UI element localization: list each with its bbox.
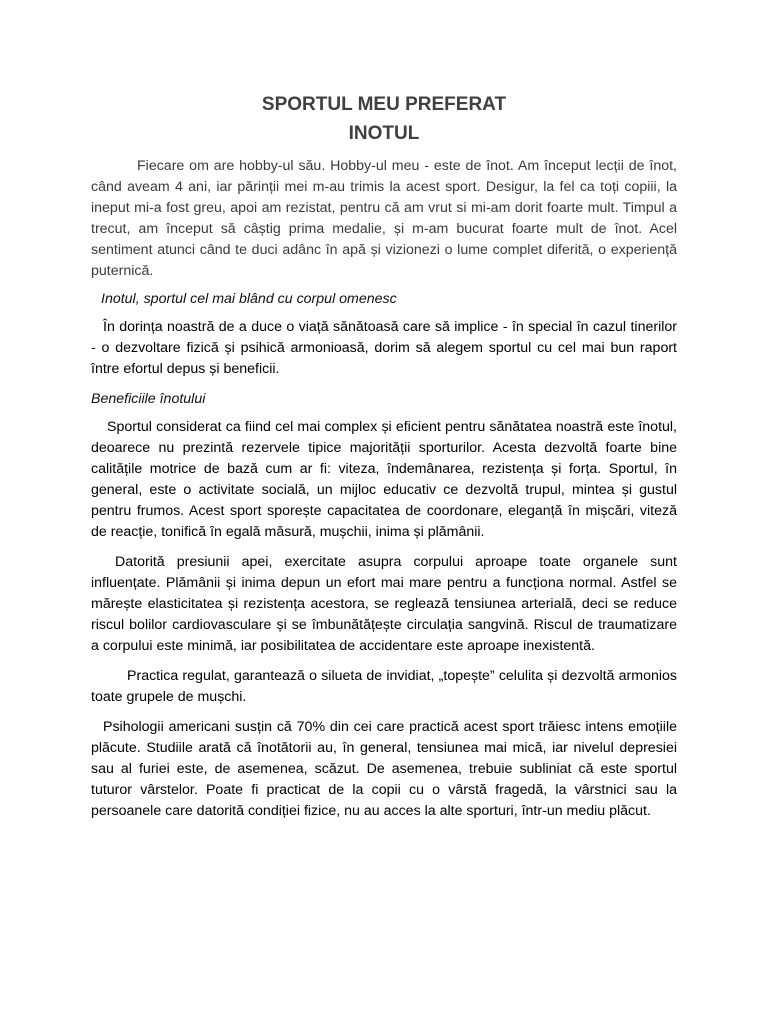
paragraph-psychologists: Psihologii americani susțin că 70% din cei care practică acest sport trăiesc intens emoțiile plăcute. Studiile arată că înotătorii au, în general, tensiunea mai mică, iar nivelul depresiei sau al furiei este, de asemenea, scăzut. De asemenea, trebuie subliniat că este sportul tuturor vârstelor. Poate fi practicat de la copii cu o vârstă fragedă, la vârstnici sau la persoanele care datorită condiției fizice, nu au acces la alte sporturi, într-un mediu plăcut. [91, 719, 677, 819]
document-subtitle: INOTUL [348, 123, 420, 144]
section-heading-swimming-gentle: Inotul, sportul cel mai blând cu corpul omenesc [101, 291, 397, 307]
paragraph-complex-sport: Sportul considerat ca fiind cel mai complex și eficient pentru sănătatea noastră este înotul, deoarece nu prezintă rezervele tipice majorității sporturilor. Acesta dezvoltă foarte bine calitățile motrice de bază cum ar fi: viteza, îndemânarea, rezistența și forța. Sportul, în general, este o activitate socială, un mijloc educativ ce dezvoltă trupul, mintea și gustul pentru frumos. Acest sport sporește capacitatea de coordonare, eleganță în mișcări, viteză de reacție, tonifică în egală măsură, mușchii, inima și plămânii. [91, 419, 677, 540]
paragraph-regular-practice: Practica regulat, garantează o silueta de invidiat, „topește” celulita și dezvoltă armonios toate grupele de mușchi. [91, 668, 677, 705]
intro-paragraph: Fiecare om are hobby-ul său. Hobby-ul meu - este de înot. Am început lecții de înot, când aveam 4 ani, iar părinții mei m-au trimis la acest sport. Desigur, la fel ca toți copiii, la ineput mi-a fost greu, apoi am rezistat, pentru că am vrut si mi-am dorit foarte mult. Timpul a trecut, am început să câștig prima medalie, și m-am bucurat foarte mult de înot. Acel sentiment atunci când te duci adânc în apă și vizionezi o lume complet diferită, o experiență puternică. [91, 158, 677, 279]
document-content [91, 90, 677, 831]
paragraph-water-pressure: Datorită presiunii apei, exercitate asupra corpului aproape toate organele sunt influențate. Plămânii și inima depun un efort mai mare pentru a funcționa normal. Astfel se mărește elasticitatea și rezistența acestora, se reglează tensiunea arterială, deci se reduce riscul bolilor cardiovasculare și se îmbunătățește circulația sangvină. Riscul de traumatizare a corpului este minimă, iar posibilitatea de accidentare este aproape inexistentă. [91, 554, 677, 654]
section-heading-benefits: Beneficiile înotului [91, 391, 206, 407]
document-title: SPORTUL MEU PREFERAT [261, 94, 507, 115]
paragraph-healthy-life: În dorința noastră de a duce o viață sănătoasă care să implice - în special în cazul tinerilor - o dezvoltare fizică și psihică armonioasă, dorim să alegem sportul cu cel mai bun raport între efortul depus și beneficii. [91, 319, 677, 377]
